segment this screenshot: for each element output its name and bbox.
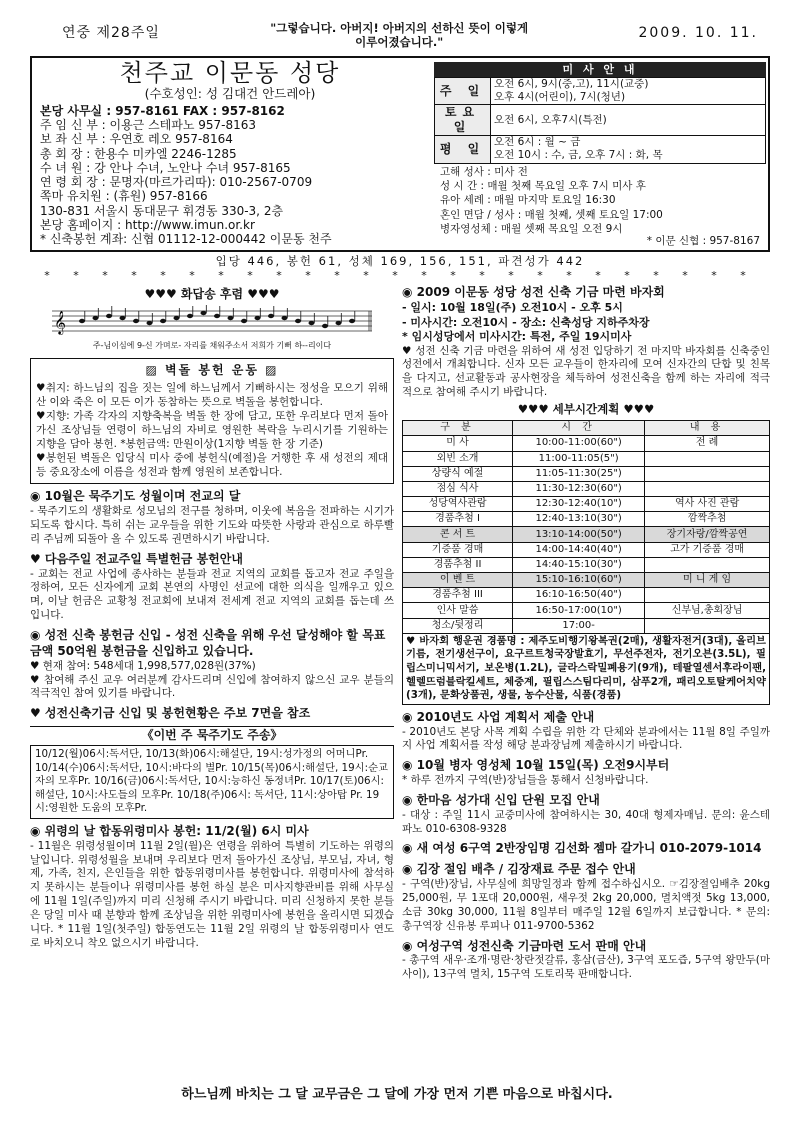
- footer-message: 하느님께 바치는 그 달 교무금은 그 달에 가장 먼저 기쁜 마음으로 바칩시다.: [181, 1087, 613, 1102]
- mass-time-line: 오전 10시 : 수, 금, 오후 7시 : 화, 목: [494, 149, 663, 162]
- schedule-cell: 12:30-12:40(10"): [513, 497, 645, 512]
- schedule-cell: 14:40-15:10(30"): [513, 557, 645, 572]
- two-columns: [30, 285, 770, 982]
- note-head: [106, 314, 112, 318]
- notice-heading: ◉ 새 여성 6구역 2반장임명 김선화 젬마 갈가니 010-2079-1014: [402, 841, 762, 856]
- brick-campaign-box: [30, 358, 394, 485]
- contact-list: [36, 104, 424, 247]
- contact-line: 총 회 장 : 한용수 미카엘 2246-1285: [40, 146, 237, 161]
- mass-time-line: 오후 4시(어린이), 7시(청년): [494, 91, 626, 104]
- schedule-cell: 인사 말씀: [403, 603, 513, 618]
- responsorial-title: ♥♥♥ 화답송 후렴 ♥♥♥: [144, 287, 280, 302]
- music-notes-icon: [52, 305, 372, 339]
- schedule-row: [403, 588, 770, 603]
- mass-day: 평 일: [435, 136, 491, 163]
- schedule-cell: [645, 557, 770, 572]
- contact-line: 수 녀 원 : 강 안나 수녀, 노안나 수녀 957-8165: [40, 160, 291, 175]
- notice-heading: ◉ 성전 신축 봉헌금 신입 - 성전 신축을 위해 우선 달성해야 할 목표금액 50억원 봉헌금을 신입하고 있습니다.: [30, 628, 386, 658]
- right-column: [402, 285, 770, 982]
- right-notices: [402, 710, 770, 982]
- note-head: [187, 314, 193, 318]
- star-divider: * * * * * * * * * * * * * * * * * * * * * * * * *: [44, 269, 756, 283]
- brick-campaign-title: ▨ 벽돌 봉헌 운동 ▨: [145, 362, 279, 377]
- note-head: [201, 311, 207, 315]
- bazaar-place: - 미사시간: 오전10시 - 장소: 신축성당 지하주차장: [402, 315, 650, 329]
- note-head: [133, 319, 139, 323]
- left-column: [30, 285, 394, 982]
- prize-list: ♥ 바자회 행운권 경품명 : 제주도비행기왕복권(2매), 생활자전거(3대), 올리브기름, 전기생선구이, 요구르트청국장발효기, 무선주전자, 전기오븐(3.5L), 필립스미니믹서기, 보온병(1.2L), 글라스락밀폐용기(9개), 테팔열센서후라이팬, 헬렐뜨럼블락킬세트, 체중계, 필립스스팀다리미, 삼푸2개, 패리오토탈케어치약(3개), 문화상품권, 생물, 농수산물, 식품(경품): [402, 634, 770, 705]
- sacrament-line: 병자영성체 : 매월 셋째 목요일 오전 9시: [440, 223, 623, 235]
- notice-heading: ♥ 성전신축기금 신입 및 봉헌현황은 주보 7면을 참조: [30, 706, 311, 721]
- schedule-cell: 16:10-16:50(40"): [513, 588, 645, 603]
- schedule-row: [403, 512, 770, 527]
- contact-line: 주 임 신 부 : 이용근 스테파노 957-8163: [40, 118, 257, 133]
- contact-line: 연 령 회 장 : 문명자(마르가리따): 010-2567-0709: [40, 175, 313, 190]
- schedule-cell: 11:30-12:30(60"): [513, 481, 645, 496]
- notice-heading: ◉ 10월 병자 영성체 10월 15일(목) 오전9시부터: [402, 758, 670, 773]
- schedule-title: ♥♥♥ 세부시간계획 ♥♥♥: [517, 401, 655, 416]
- sacrament-list: [434, 165, 766, 237]
- note-head: [174, 316, 180, 320]
- note-head: [79, 319, 85, 323]
- schedule-cell: [645, 481, 770, 496]
- schedule-cell: 콘 서 트: [403, 527, 513, 542]
- schedule-cell: 11:00-11:05(5"): [513, 451, 645, 466]
- notice-text: - 구역(반)장님, 사무실에 희망일정과 함께 접수하십시오. ☞김장절임배추 20kg 25,000원, 무 1포대 20,000원, 새우젓 2kg 20,000, 멸치액젓 5kg 13,000, 소금 30kg 30,000, 11월 8일부터 매주일 12월 6일까지 보급합니다. * 문의: 총구역장 신유봉 루피나 011-9700-5362: [402, 878, 770, 932]
- mass-times: [491, 78, 766, 105]
- mass-day: 토요일: [435, 105, 491, 136]
- church-info: [36, 60, 424, 247]
- schedule-cell: 12:40-13:10(30"): [513, 512, 645, 527]
- schedule-cell: 15:10-16:10(60"): [513, 573, 645, 588]
- contact-line: 보 좌 신 부 : 우연호 레오 957-8164: [40, 132, 233, 147]
- bulletin-page: [30, 22, 770, 982]
- schedule-cell: 역사 사진 관람: [645, 497, 770, 512]
- mass-guide-title: 미 사 안 내: [434, 62, 766, 77]
- mass-day: 주 일: [435, 78, 491, 105]
- schedule-cell: [645, 466, 770, 481]
- note-head: [309, 321, 315, 325]
- left-notices: [30, 489, 394, 722]
- contact-line: 본당 사무실 : 957-8161 FAX : 957-8162: [40, 103, 285, 118]
- sacrament-line: 혼인 면담 / 성사 : 매월 첫째, 셋째 토요일 17:00: [440, 208, 663, 221]
- bazaar-date: - 일시: 10월 18일(주) 오전10시 - 오후 5시: [402, 301, 623, 314]
- schedule-cell: 전 례: [645, 436, 770, 451]
- schedule-row: [403, 527, 770, 542]
- note-head: [282, 316, 288, 320]
- notice-heading: ◉ 여성구역 성전신축 기금마련 도서 판매 안내: [402, 938, 647, 953]
- note-head: [241, 319, 247, 323]
- notice-heading: ◉ 김장 절임 배추 / 김장재료 주문 접수 안내: [402, 862, 636, 877]
- schedule-cell: 이 벤 트: [403, 573, 513, 588]
- schedule-cell: 장기자랑/깜짝공연: [645, 527, 770, 542]
- note-head: [336, 321, 342, 325]
- mass-times: [491, 136, 766, 163]
- schedule-cell: [645, 588, 770, 603]
- masthead: [30, 56, 770, 252]
- campaign-paragraph: ♥지향: 가족 각자의 지향축복을 벽돌 한 장에 담고, 또한 우리보다 먼저 돌아가신 조상님들 연령이 하느님의 자비로 영원한 복락을 누리시기를 기원하는 지향을 담아 봉헌. *봉헌금액: 만원이상(1지향 벽돌 한 장 기준): [36, 410, 388, 450]
- notice-text: ♥ 현재 참여: 548세대 1,998,577,028원(37%) ♥ 참여해 주신 교우 여러분께 감사드리며 신입에 참여하지 않으신 교우 분들의 적극적인 참여 있기를 바랍니다.: [30, 659, 394, 700]
- mass-time-line: 오전 6시, 오후7시(특전): [494, 113, 607, 126]
- motto: "그렇습니다. 아버지! 아버지의 선하신 뜻이 이렇게 이루어졌습니다.": [270, 21, 529, 49]
- sacrament-line: 성 시 간 : 매월 첫째 목요일 오후 7시 미사 후: [440, 179, 646, 192]
- hymn-numbers: 입당 446, 봉헌 61, 성체 169, 156, 151, 파견성가 442: [215, 254, 585, 268]
- notice-heading: ♥ 다음주일 전교주일 특별헌금 봉헌안내: [30, 551, 243, 566]
- notice-heading: ◉ 10월은 묵주기도 성월이며 전교의 달: [30, 489, 241, 504]
- issue-label: 연중 제28주일: [62, 25, 160, 41]
- memorial-heading: ◉ 위령의 날 합동위령미사 봉헌: 11/2(월) 6시 미사: [30, 823, 309, 838]
- schedule-cell: [645, 451, 770, 466]
- campaign-paragraph: ♥취지: 하느님의 집을 짓는 일에 하느님께서 기뻐하시는 정성을 모으기 위해 산 이와 죽은 이 모든 이가 동참하는 뜻으로 벽돌을 봉헌합니다.: [36, 382, 388, 409]
- schedule-cell: 14:00-14:40(40"): [513, 542, 645, 557]
- note-head: [214, 314, 220, 318]
- campaign-paragraph: ♥봉헌된 벽돌은 입당식 미사 중에 봉헌식(예절)을 거행한 후 새 성전의 제대 등 중요장소에 이름을 성전과 함께 영원히 보존합니다.: [36, 451, 388, 478]
- contact-line: 130-831 서울시 동대문구 휘경동 330-3, 2층: [40, 203, 284, 218]
- mass-row: [435, 136, 766, 163]
- schedule-cell: [645, 618, 770, 633]
- contact-line: 본당 홈페이지 : http://www.imun.or.kr: [40, 218, 255, 233]
- mass-time-line: 오전 6시 : 월 ~ 금: [494, 136, 581, 149]
- mass-row: [435, 105, 766, 136]
- schedule-row: [403, 497, 770, 512]
- schedule-row: [403, 451, 770, 466]
- note-head: [268, 314, 274, 318]
- note-head: [93, 316, 99, 320]
- note-head: [228, 316, 234, 320]
- schedule-cell: 신부님,총회장님: [645, 603, 770, 618]
- top-line: [30, 22, 770, 56]
- notice-text: - 교회는 전교 사업에 종사하는 분들과 전교 지역의 교회를 돕고자 전교 주일을 정하여, 모든 신자에게 교회 본연의 사명인 선교에 대한 의식을 일깨우고 있으며, 이날 헌금은 교황청 전교회에 보내져 전세계 전교 지역의 교회를 돕는데 쓰입니다.: [30, 567, 394, 622]
- schedule-cell: 상량식 예절: [403, 466, 513, 481]
- schedule-row: [403, 542, 770, 557]
- schedule-cell: 깜짝추첨: [645, 512, 770, 527]
- sacrament-line: 고해 성사 : 미사 전: [440, 165, 528, 178]
- notice-text: - 총구역 새우·조개·명란·창란젓갈류, 홍삼(금산), 3구역 포도즙, 5구역 왕만두(마사이), 13구역 멸치, 15구역 도토리묵 판매합니다.: [402, 954, 770, 981]
- notice-heading: ◉ 2010년도 사업 계획서 제출 안내: [402, 709, 595, 724]
- schedule-cell: 외빈 소개: [403, 451, 513, 466]
- sacrament-line: 유아 세례 : 매월 마지막 토요일 16:30: [440, 194, 616, 207]
- schedule-cell: 고가 기증품 경매: [645, 542, 770, 557]
- rosary-schedule: 10/12(월)06시:독서단, 10/13(화)06시:해설단, 19시:성가정의 어머니Pr. 10/14(수)06시:독서단, 10시:바다의 별Pr. 10/15(목)06시:해설단, 19시:순교자의 모후Pr. 10/16(금)06시:독서단, 10시:능하신 동정녀Pr. 10/17(토)06시:해설단, 10시:사도들의 모후Pr. 10/18(주)06시: 독서단, 11시:상아탑 Pr. 19시:영원한 도움의 모후Pr.: [30, 746, 394, 819]
- schedule-cell: 청소/뒷정리: [403, 618, 513, 633]
- note-head: [120, 316, 126, 320]
- schedule-header: 내 용: [645, 421, 770, 436]
- mass-table: [434, 77, 766, 164]
- schedule-cell: 16:50-17:00(10"): [513, 603, 645, 618]
- notice-text: - 2010년도 본당 사목 계획 수립을 위한 각 단체와 분과에서는 11월 8일 주일까지 사업 계획서를 작성 해당 분과장님께 제출하시기 바랍니다.: [402, 725, 770, 752]
- schedule-row: [403, 603, 770, 618]
- notice-text: - 묵주기도의 생활화로 성모님의 전구를 청하며, 이웃에 복음을 전파하는 시기가 되도록 합시다. 특히 쉬는 교우들을 위한 기도와 따뜻한 사랑과 관심으로 하루빨리 주님께 되돌아 올 수 있도록 권면하시기 바랍니다.: [30, 505, 394, 545]
- schedule-row: [403, 557, 770, 572]
- schedule-cell: 성당역사관람: [403, 497, 513, 512]
- schedule-cell: 기증품 경매: [403, 542, 513, 557]
- note-head: [322, 324, 328, 328]
- issue-date: 2009. 10. 11.: [638, 25, 758, 41]
- mass-time-line: 오전 6시, 9시(중,고), 11시(교중): [494, 78, 649, 90]
- notice-heading: ◉ 한마음 성가대 신입 단원 모집 안내: [402, 792, 600, 807]
- svg-text:𝄞: 𝄞: [54, 310, 66, 334]
- note-head: [295, 319, 301, 323]
- schedule-row: [403, 466, 770, 481]
- schedule-cell: 경품추첨 I: [403, 512, 513, 527]
- responsorial-lyrics: 주-님이심에 9-신 가며로- 자리를 채워주소서 저희가 기뻐 하--리이다: [92, 341, 332, 350]
- schedule-row: [403, 481, 770, 496]
- music-staff: [52, 305, 372, 339]
- schedule-row: [403, 618, 770, 633]
- notice-text: * 하루 전까지 구역(반)장님들을 통해서 신청바랍니다.: [402, 774, 649, 787]
- schedule-row: [403, 573, 770, 588]
- schedule-row: [403, 436, 770, 451]
- contact-line: * 신축봉헌 계좌: 신협 01112-12-000442 이문동 천주: [40, 232, 332, 247]
- mass-row: [435, 78, 766, 105]
- note-head: [349, 319, 355, 323]
- contact-line: 쪽마 유치원 : (휴원) 957-8166: [40, 189, 208, 204]
- schedule-cell: 미 니 게 임: [645, 573, 770, 588]
- schedule-cell: 경품추첨 II: [403, 557, 513, 572]
- bazaar-mass-note: * 임시성당에서 미사시간: 특전, 주일 19시미사: [402, 330, 632, 344]
- note-head: [255, 316, 261, 320]
- schedule-cell: 13:10-14:00(50"): [513, 527, 645, 542]
- church-name: 천주교 이문동 성당: [119, 59, 341, 87]
- mass-times: [491, 105, 766, 136]
- schedule-cell: 미 사: [403, 436, 513, 451]
- schedule-cell: 10:00-11:00(60"): [513, 436, 645, 451]
- mass-guide: [434, 62, 766, 236]
- patron-saint: (수호성인: 성 김대건 안드레아): [144, 86, 316, 102]
- notice-text: - 대상 : 주일 11시 교중미사에 참여하시는 30, 40대 형제자매님. 문의: 윤스테파노 010-6308-9328: [402, 808, 770, 835]
- bazaar-heading: ◉ 2009 이문동 성당 성전 신축 기금 마련 바자회: [402, 285, 665, 300]
- rosary-title: 《이번 주 묵주기도 주송》: [30, 726, 394, 746]
- schedule-cell: 경품추첨 III: [403, 588, 513, 603]
- schedule-cell: 점심 식사: [403, 481, 513, 496]
- schedule-cell: 17:00-: [513, 618, 645, 633]
- note-head: [147, 321, 153, 325]
- schedule-cell: 11:05-11:30(25"): [513, 466, 645, 481]
- schedule-header: 구 분: [403, 421, 513, 436]
- bazaar-text: ♥ 성전 신축 기금 마련을 위하여 새 성전 입당하기 전 마지막 바자회를 신축중인 성전에서 개최합니다. 신자 모든 교우들이 한자리에 모여 신자간의 단합 및 친목을 다지고, 선교활동과 공사현장을 체득하여 성전신축을 함께 하는 자리에 적극적으로 참여해 주시기 바랍니다.: [402, 344, 770, 399]
- credit-union-phone: * 이문 신협 : 957-8167: [646, 235, 760, 248]
- note-head: [160, 319, 166, 323]
- schedule-header: 시 간: [513, 421, 645, 436]
- schedule-table: [402, 420, 770, 634]
- memorial-text: - 11월은 위령성월이며 11월 2일(월)은 연령을 위하여 특별히 기도하는 위령의 날입니다. 위령성월을 보내며 우리보다 먼저 돌아가신 조상님, 부모님, 자녀, 형제, 가족, 친지, 은인들을 위한 합동위령미사를 봉헌합니다. 위령미사에 참석하지 못하시는 분들이나 위령미사를 봉헌 하실 분은 미사지향관비를 위해 사무실에 11월 1일(주일)까지 미리 신청해 주시기 바랍니다. 미리 신청하지 못한 분들은 당일 미사 때 분향과 함께 조상님을 위한 위령미사에 봉헌을 올리시면 되겠습니다. * 11월 1일(첫주일) 합동연도는 11월 2일 위령의 날 합동위령미사 연도로 바치오니 착오 없으시기 바랍니다.: [30, 839, 394, 949]
